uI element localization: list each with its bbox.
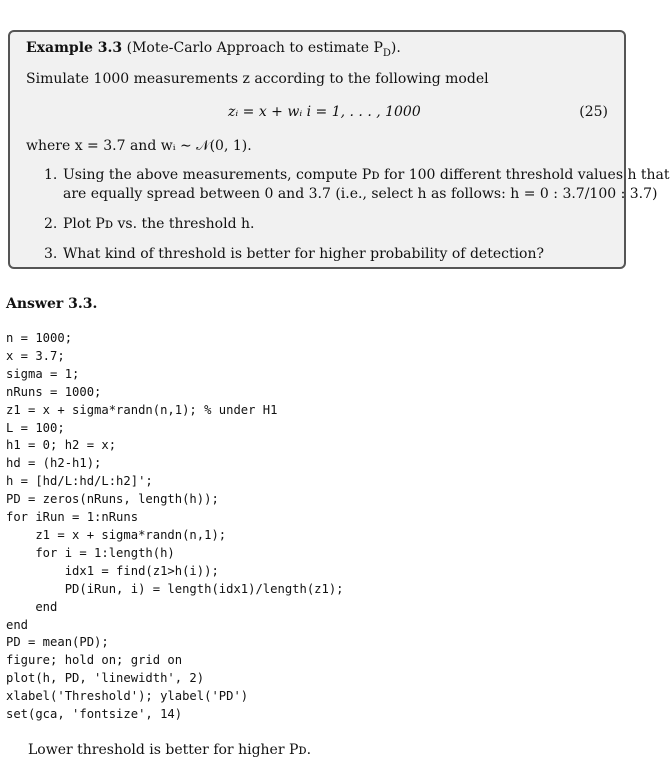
example-label: Example 3.3 xyxy=(26,40,123,56)
matlab-code-listing: n = 1000; x = 3.7; sigma = 1; nRuns = 1000; z1 = x + sigma*randn(n,1); % under H1 L = 100; h1 = 0; h2 = x; hd = (h2-h1); h = [hd/L:hd/L:h2]'; PD = zeros(nRuns, length(h)); for iRun = 1:nRuns z1 = x + sigma*randn(n,1); for i = 1:length(h) idx1 = find(z1>h(i)); PD(iRun, i) = length(idx1)/length(z1); end end PD = mean(PD); figure; hold on; grid on plot(h, PD, 'linewidth', 2) xlabel('Threshold'); ylabel('PD') set(gca, 'fontsize', 14) xyxy=(6,331,344,722)
answer-label: Answer 3.3. xyxy=(6,296,98,312)
item-1-line2: are equally spread between 0 and 3.7 (i.e., select h as follows: h = 0 : 3.7/100 : 3.7) xyxy=(63,186,658,202)
example-title-text: (Mote-Carlo Approach to estimate P xyxy=(126,40,383,56)
equation-number: (25) xyxy=(579,104,608,120)
example-intro: Simulate 1000 measurements z according to the following model xyxy=(26,71,489,87)
example-title-end: ). xyxy=(390,40,401,56)
item-2-number: 2. xyxy=(44,216,58,232)
item-3-number: 3. xyxy=(44,246,58,262)
item-1-line1: Using the above measurements, compute Pᴅ for 100 different threshold values h that xyxy=(63,167,670,183)
example-title xyxy=(26,40,401,59)
item-2-text: Plot Pᴅ vs. the threshold h. xyxy=(63,216,255,232)
example-title-sub: D xyxy=(382,47,391,59)
item-3-text: What kind of threshold is better for higher probability of detection? xyxy=(63,246,544,262)
where-clause: where x = 3.7 and wᵢ ∼ 𝒩(0, 1). xyxy=(26,138,252,154)
model-equation: zᵢ = x + wᵢ i = 1, . . . , 1000 xyxy=(228,104,421,120)
item-1-number: 1. xyxy=(44,167,58,183)
answer-conclusion: Lower threshold is better for higher Pᴅ. xyxy=(28,742,312,758)
